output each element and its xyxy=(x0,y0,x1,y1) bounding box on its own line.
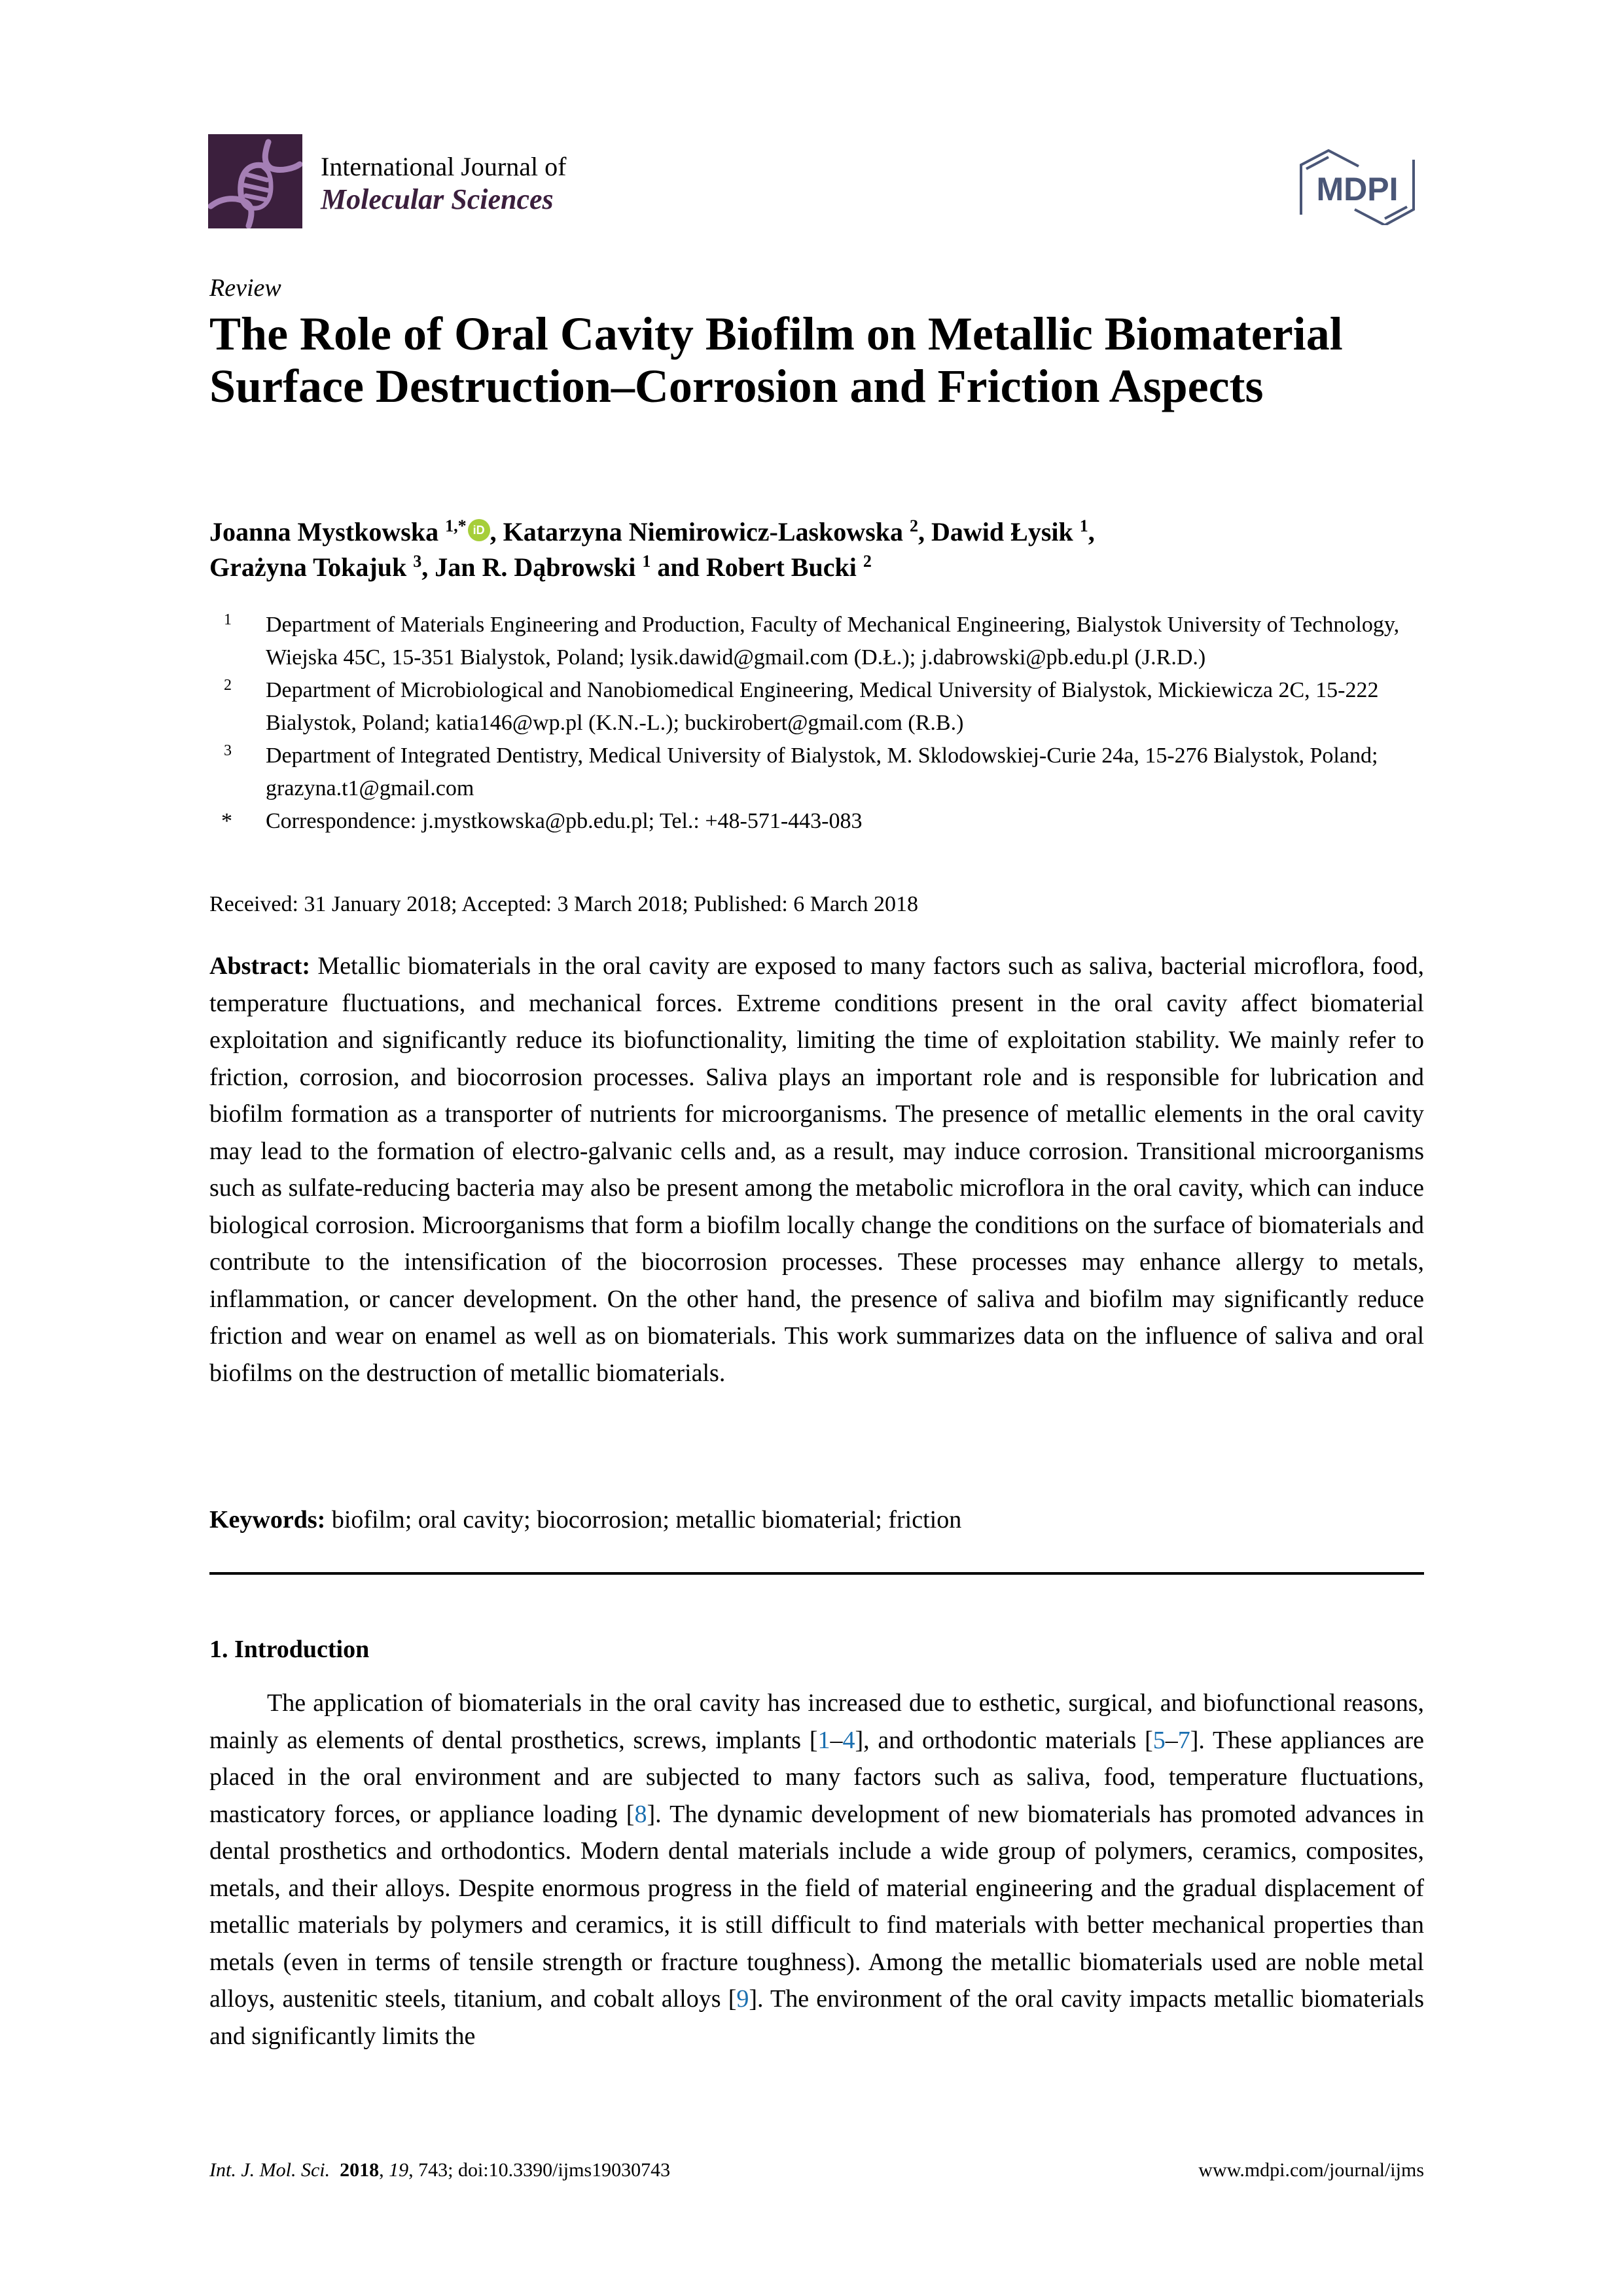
paragraph-text: ]. These appliances are placed in the oral environment and are subjected to many factors such as saliva, food, temperature fluctuations, masticatory forces, or appliance loading [ xyxy=(209,1726,1424,1828)
abstract-text: Metallic biomaterials in the oral cavity are exposed to many factors such as saliva, bacterial microflora, food, temperature fluctuations, and mechanical forces. Extreme conditions present in the oral cavity affect biomaterial exploitation and significantly reduce its biofunctionality, limiting the time of exploitation stability. We mainly refer to friction, corrosion, and biocorrosion processes. Saliva plays an important role and is responsible for lubrication and biofilm formation as a transporter of nutrients for microorganisms. The presence of metallic elements in the oral cavity may lead to the formation of electro-galvanic cells and, as a result, may induce corrosion. Transitional microorganisms such as sulfate-reducing bacteria may also be present among the metabolic microflora in the oral cavity, which can induce biological corrosion. Microorganisms that form a biofilm locally change the conditions on the surface of biomaterials and contribute to the intensification of the biocorrosion processes. These processes may enhance allergy to metals, inflammation, or cancer development. On the other hand, the presence of saliva and biofilm may significantly reduce friction and wear on enamel as well as on biomaterials. This work summarizes data on the influence of saliva and oral biofilms on the destruction of metallic biomaterials. xyxy=(209,952,1424,1387)
citation-link[interactable]: 8 xyxy=(634,1800,647,1828)
journal-name-line1: International Journal of xyxy=(321,152,567,181)
author-affiliation-mark: 1 xyxy=(642,552,651,571)
author-affiliation-mark: 2 xyxy=(863,552,872,571)
dna-helix-icon xyxy=(208,134,302,228)
article-type: Review xyxy=(209,274,281,302)
orcid-icon[interactable]: iD xyxy=(468,519,490,541)
introduction-paragraph xyxy=(209,1685,1424,2054)
journal-logo xyxy=(208,134,302,228)
affiliation-item xyxy=(209,740,1427,805)
author-list xyxy=(209,514,1427,585)
abstract-label: Abstract: xyxy=(209,952,311,980)
author-affiliation-mark: 1 xyxy=(1079,516,1088,535)
author-name: Grażyna Tokajuk xyxy=(209,552,414,582)
footer-year: 2018 xyxy=(340,2159,380,2181)
paragraph-text: The application of biomaterials in the oral cavity has increased due to esthetic, surgical, and biofunctional reasons, mainly as elements of dental prosthetics, screws, implants [ xyxy=(209,1689,1424,1754)
paragraph-text: ]. The environment of the oral cavity impacts metallic biomaterials and significantly limits the xyxy=(209,1985,1424,2050)
affiliation-mark: * xyxy=(221,809,232,833)
section-heading: 1. Introduction xyxy=(209,1636,370,1663)
paragraph-text: ], and orthodontic materials [ xyxy=(855,1726,1153,1754)
affiliation-item xyxy=(209,609,1427,674)
abstract xyxy=(209,948,1424,1391)
affiliation-item xyxy=(209,674,1427,740)
author-affiliation-mark: 2 xyxy=(910,516,919,535)
section-divider xyxy=(209,1572,1424,1575)
keywords xyxy=(209,1501,1424,1538)
citation-link[interactable]: 4 xyxy=(842,1726,855,1754)
author-separator: and xyxy=(651,552,706,582)
citation-link[interactable]: 1 xyxy=(817,1726,830,1754)
author-name: Dawid Łysik xyxy=(931,517,1080,547)
mdpi-logo[interactable] xyxy=(1298,149,1416,225)
author-affiliation-mark: 1,* xyxy=(445,516,467,535)
journal-abbrev: Int. J. Mol. Sci. xyxy=(209,2159,330,2181)
affiliation-text: Department of Integrated Dentistry, Medical University of Bialystok, M. Sklodowskiej-Curie 24a, 15-276 Bialystok, Poland; grazyna.t1@gmail.com xyxy=(266,744,1378,800)
author-name: Robert Bucki xyxy=(705,552,863,582)
keywords-label: Keywords: xyxy=(209,1506,326,1534)
affiliation-text: Department of Materials Engineering and Production, Faculty of Mechanical Engineering, Bialystok University of Technology, Wiejska 45C, 15-351 Bialystok, Poland; lysik.dawid@gmail.com (D.Ł.); j.dabrowski@pb.edu.pl (J.R.D.) xyxy=(266,613,1400,670)
citation-footer: Int. J. Mol. Sci. 2018, 19, 743; doi:10.3390/ijms19030743 xyxy=(209,2159,671,2181)
journal-url-link[interactable]: www.mdpi.com/journal/ijms xyxy=(1198,2159,1424,2181)
keywords-text: biofilm; oral cavity; biocorrosion; metallic biomaterial; friction xyxy=(331,1506,962,1534)
citation-link[interactable]: 5 xyxy=(1152,1726,1166,1754)
footer-doi[interactable]: , 743; doi:10.3390/ijms19030743 xyxy=(408,2159,671,2181)
paragraph-text: – xyxy=(830,1726,843,1754)
paragraph-text: – xyxy=(1165,1726,1178,1754)
author-separator: , xyxy=(1088,517,1095,547)
affiliation-item xyxy=(209,805,1427,838)
citation-link[interactable]: 7 xyxy=(1177,1726,1190,1754)
author-separator: , xyxy=(918,517,932,547)
author-affiliation-mark: 3 xyxy=(413,552,422,571)
affiliation-mark: 1 xyxy=(224,611,232,628)
affiliation-text: Department of Microbiological and Nanobiomedical Engineering, Medical University of Bialystok, Mickiewicza 2C, 15-222 Bialystok, Poland; katia146@wp.pl (K.N.-L.); buckirobert@gmail.com (R.B.) xyxy=(266,678,1379,735)
citation-link[interactable]: 9 xyxy=(736,1985,749,2013)
affiliation-text: Correspondence: j.mystkowska@pb.edu.pl; Tel.: +48-571-443-083 xyxy=(266,809,863,833)
mdpi-hexagon-icon xyxy=(1298,149,1416,225)
footer-volume: 19 xyxy=(389,2159,409,2181)
affiliation-mark: 2 xyxy=(224,677,232,694)
journal-name-line2: Molecular Sciences xyxy=(321,183,554,215)
publication-dates: Received: 31 January 2018; Accepted: 3 March 2018; Published: 6 March 2018 xyxy=(209,892,919,916)
author-name: Katarzyna Niemirowicz-Laskowska xyxy=(503,517,910,547)
affiliations xyxy=(209,609,1427,838)
svg-text:MDPI: MDPI xyxy=(1316,171,1399,207)
affiliation-mark: 3 xyxy=(224,742,232,759)
article-title: The Role of Oral Cavity Biofilm on Metallic Biomaterial Surface Destruction–Corrosion and Friction Aspects xyxy=(209,308,1343,412)
paragraph-text: ]. The dynamic development of new biomaterials has promoted advances in dental prosthetics and orthodontics. Modern dental materials include a wide group of polymers, ceramics, composites, metals, and their alloys. Despite enormous progress in the field of material engineering and the gradual displacement of metallic materials by polymers and ceramics, it is still difficult to find materials with better mechanical properties than metals (even in terms of tensile strength or fracture toughness). Among the metallic biomaterials used are noble metal alloys, austenitic steels, titanium, and cobalt alloys [ xyxy=(209,1800,1424,2013)
author-name: Joanna Mystkowska xyxy=(209,517,446,547)
author-name: Jan R. Dąbrowski xyxy=(435,552,643,582)
author-separator: , xyxy=(421,552,435,582)
author-separator: , xyxy=(490,517,503,547)
